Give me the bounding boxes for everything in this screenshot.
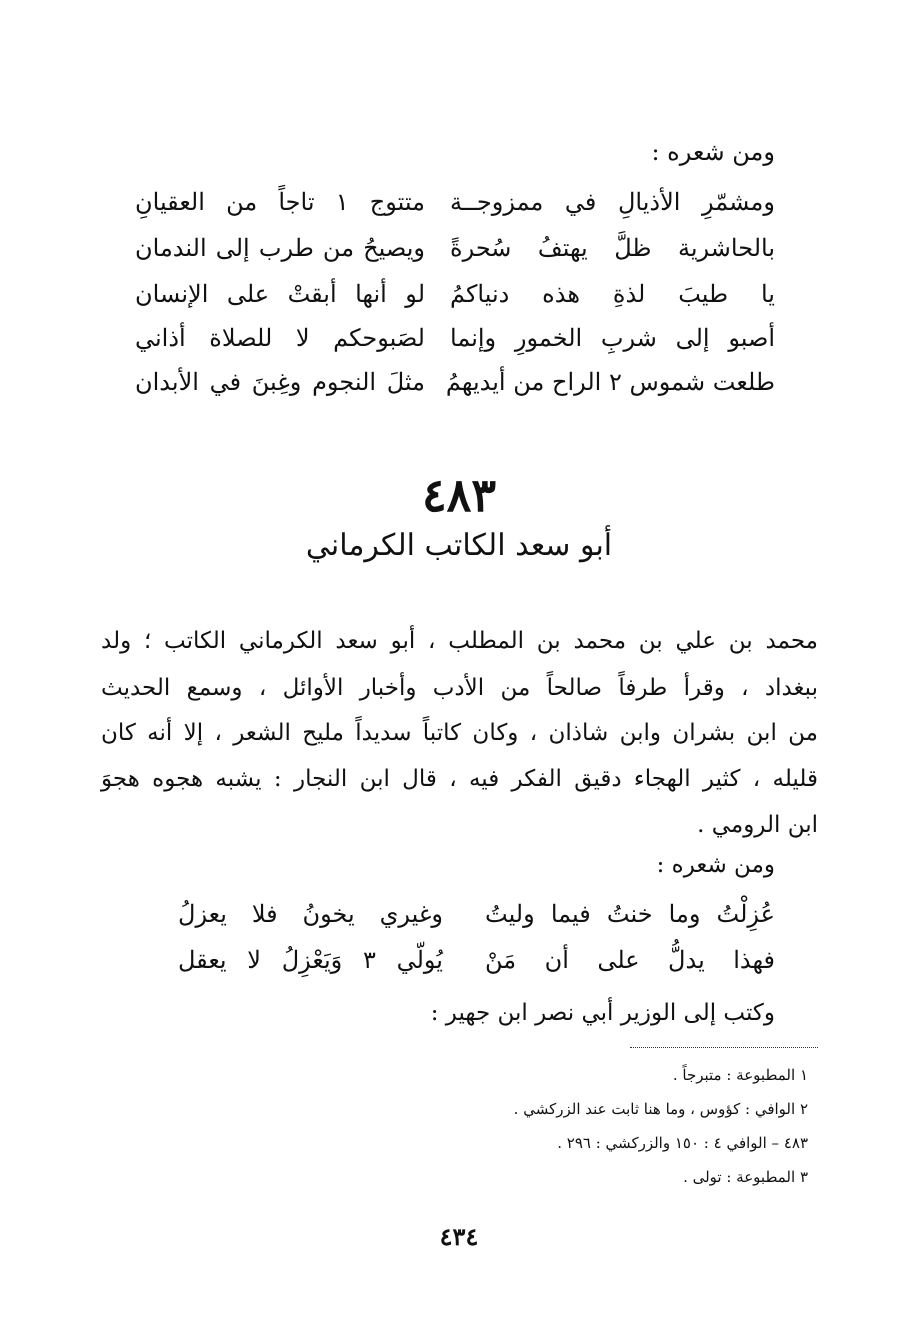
- verse-first-hemistich: أصبو إلى شربِ الخمورِ وإنما: [450, 324, 775, 352]
- footnote-3: ٤٨٣ – الوافي ٤ : ١٥٠ والزركشي : ٢٩٦ .: [557, 1134, 808, 1152]
- verse-second-hemistich: ويصيحُ من طرب إلى الندمان: [135, 234, 425, 262]
- footnote-2: ٢ الوافي : كؤوس ، وما هنا ثابت عند الزركشي .: [513, 1100, 808, 1118]
- biography-line-1: محمد بن علي بن محمد بن المطلب ، أبو سعد الكرماني الكاتب ؛ ولد: [101, 628, 818, 654]
- verse-first-hemistich: يا طيبَ لذةِ هذه دنياكمُ: [450, 280, 775, 308]
- verse-second-hemistich: متتوج ١ تاجاً من العقيانِ: [135, 188, 426, 216]
- biography-line-4: قليله ، كثير الهجاء دقيق الفكر فيه ، قال ابن النجار : يشبه هجوه هجوَ: [101, 766, 818, 792]
- footnote-4: ٣ المطبوعة : تولى .: [683, 1168, 808, 1186]
- biography-line-3: من ابن بشران وابن شاذان ، وكان كاتباً سديداً مليح الشعر ، إلا أنه كان: [101, 720, 818, 746]
- verse-first-hemistich: طلعت شموس ٢ الراح من أيديهمُ: [445, 368, 775, 396]
- closing-line: وكتب إلى الوزير أبي نصر ابن جهير :: [430, 1000, 775, 1026]
- verse-second-hemistich: لو أنها أبقتْ على الإنسان: [135, 280, 425, 308]
- verse-second-hemistich: يُولّي ٣ وَيَعْزِلُ لا يعقل: [178, 946, 443, 974]
- verse-second-hemistich: لصَبوحكم لا للصلاة أذاني: [135, 324, 425, 352]
- entry-title: أبو سعد الكاتب الكرماني: [305, 528, 613, 563]
- poem-verse-5: [135, 368, 775, 408]
- poem-verse-3: [135, 280, 775, 320]
- page-number: ٤٣٤: [439, 1222, 479, 1251]
- entry-number: ٤٨٣: [421, 468, 497, 522]
- poem-verse-2: [135, 234, 775, 274]
- biography-line-2: ببغداد ، وقرأ طرفاً صالحاً من الأدب وأخبار الأوائل ، وسمع الحديث: [101, 675, 818, 701]
- verse-intro-2: ومن شعره :: [656, 852, 775, 878]
- footnote-divider: [630, 1047, 818, 1048]
- verse-second-hemistich: مثلَ النجوم وغِبنَ في الأبدان: [135, 368, 425, 396]
- poem-verse-1: [135, 188, 775, 228]
- verse-first-hemistich: ومشمّرِ الأذيالِ في ممزوجــة: [450, 188, 775, 216]
- footnote-1: ١ المطبوعة : متبرجاً .: [672, 1066, 808, 1084]
- verse-intro: ومن شعره :: [651, 138, 775, 166]
- verse-first-hemistich: بالحاشرية ظلَّ يهتفُ سُحرةً: [450, 234, 775, 262]
- verse-first-hemistich: فهذا يدلُّ على أن مَنْ: [485, 946, 775, 974]
- verse-first-hemistich: عُزِلْتُ وما خنتُ فيما وليتُ: [485, 900, 775, 928]
- poem-verse-4: [135, 324, 775, 364]
- verse-second-hemistich: وغيري يخونُ فلا يعزلُ: [178, 900, 443, 928]
- biography-line-5: ابن الرومي .: [697, 812, 818, 838]
